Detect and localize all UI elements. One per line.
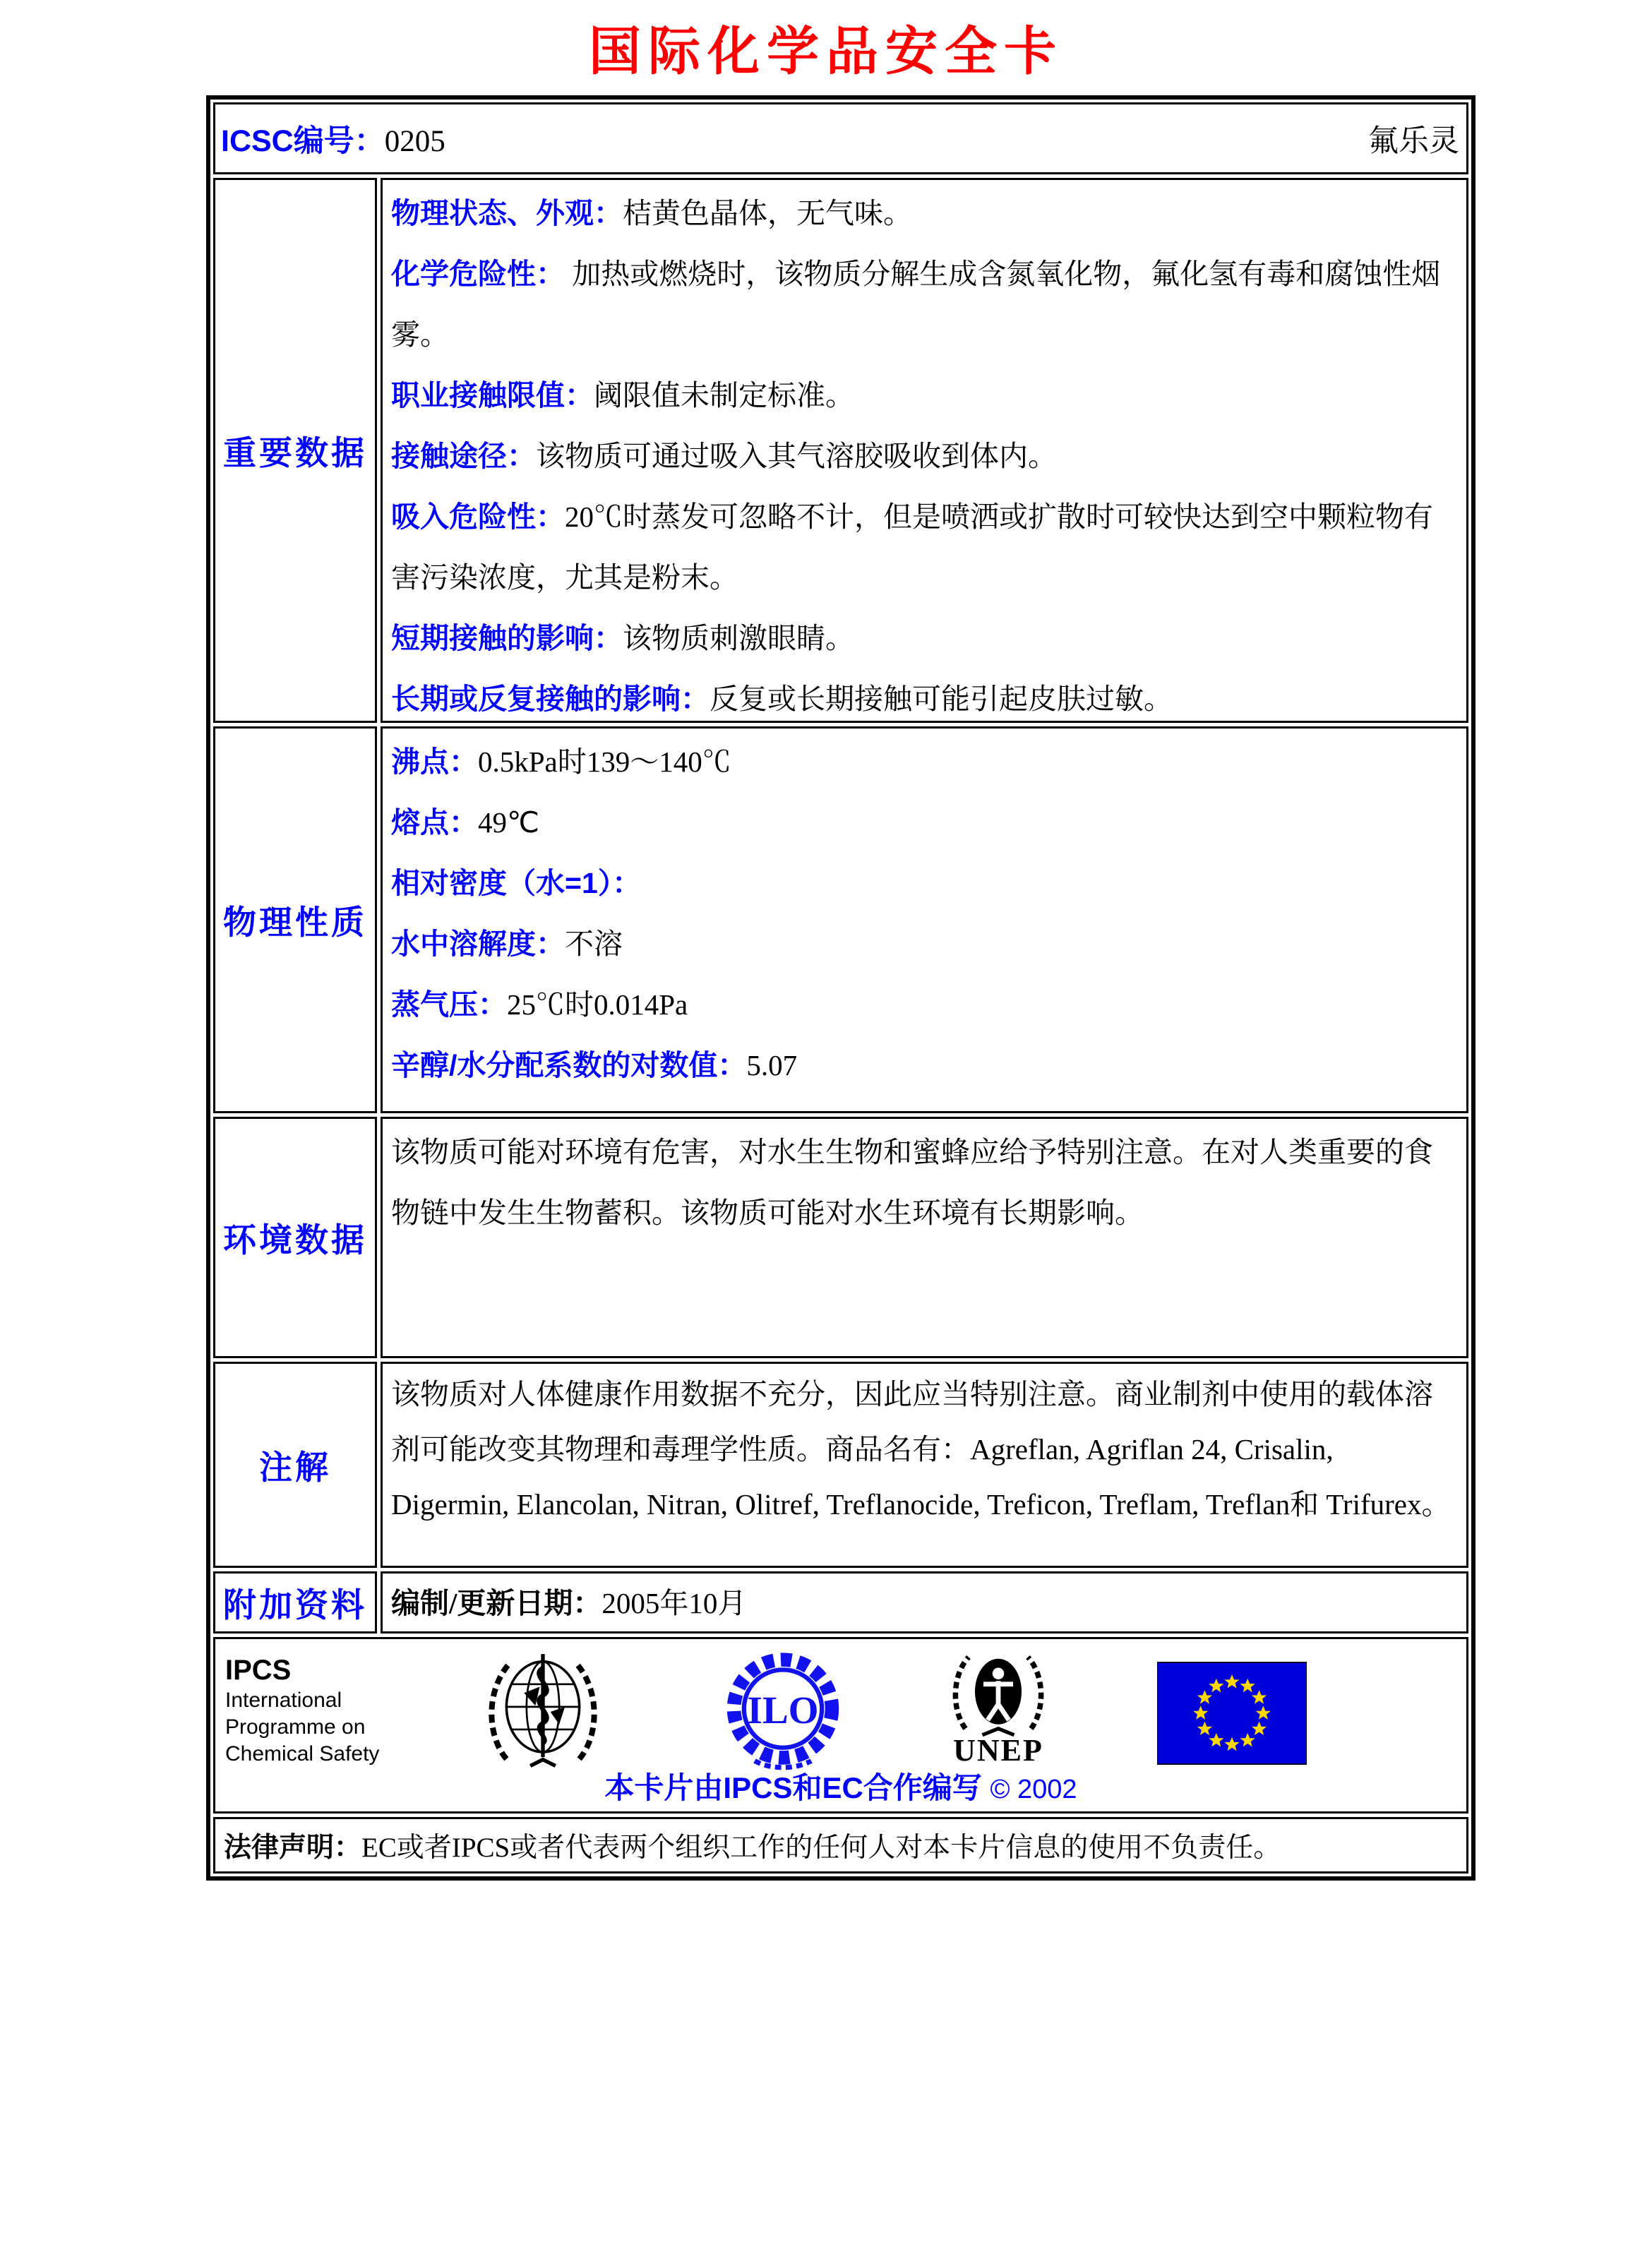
icsc-number-label: ICSC编号： bbox=[221, 124, 385, 158]
who-logo-slot bbox=[479, 1649, 606, 1775]
field-key: 长期或反复接触的影响： bbox=[391, 683, 710, 715]
field-key: 接触途径： bbox=[391, 440, 536, 472]
field-value: 该物质刺激眼睛。 bbox=[623, 622, 854, 654]
eu-flag-icon bbox=[1157, 1662, 1307, 1765]
copyright-text: © 2002 bbox=[990, 1775, 1077, 1804]
important-data-content bbox=[381, 178, 1468, 723]
ipcs-line-1: International bbox=[225, 1689, 342, 1712]
field-key: 辛醇/水分配系数的对数值： bbox=[391, 1049, 747, 1081]
field-relative-density bbox=[391, 853, 1455, 913]
svg-text:ILO: ILO bbox=[747, 1689, 819, 1732]
field-key: 短期接触的影响： bbox=[391, 622, 623, 654]
field-melting-point bbox=[391, 792, 1455, 853]
field-value: 桔黄色晶体，无气味。 bbox=[623, 197, 912, 229]
field-boiling-point bbox=[391, 731, 1455, 792]
physical-properties-content bbox=[381, 726, 1468, 1113]
additional-info-row bbox=[213, 1571, 1468, 1633]
field-value: 反复或长期接触可能引起皮肤过敏。 bbox=[710, 683, 1173, 715]
environmental-data-text: 该物质可能对环境有危害，对水生生物和蜜蜂应给予特别注意。在对人类重要的食物链中发生生物蓄积。该物质可能对水生环境有长期影响。 bbox=[391, 1136, 1433, 1229]
notes-text: 该物质对人体健康作用数据不充分，因此应当特别注意。商业制剂中使用的载体溶剂可能改变其物理和毒理学性质。商品名有：Agreflan, Agriflan 24, Crisalin, Digermin, Elancolan, Nitran, Olitref, Treflanocide, Treficon, Treflam, Treflan和 Trifurex。 bbox=[391, 1378, 1451, 1521]
unep-logo-slot bbox=[945, 1649, 1051, 1766]
field-octanol-water-log bbox=[391, 1035, 1455, 1096]
environmental-data-content bbox=[381, 1117, 1468, 1358]
field-long-term-effects bbox=[391, 669, 1455, 723]
field-exposure-routes bbox=[391, 426, 1455, 486]
field-value: 加热或燃烧时，该物质分解生成含氮氧化物，氟化氢有毒和腐蚀性烟雾。 bbox=[391, 258, 1441, 351]
notes-row bbox=[213, 1362, 1468, 1568]
ipcs-acronym: IPCS bbox=[225, 1655, 292, 1686]
field-key: 编制/更新日期： bbox=[391, 1587, 602, 1619]
section-label-physical-properties: 物理性质 bbox=[213, 726, 377, 1113]
field-short-term-effects bbox=[391, 608, 1455, 669]
legal-label: 法律声明： bbox=[224, 1833, 362, 1863]
ilo-logo-icon bbox=[719, 1649, 846, 1775]
cooperation-caption bbox=[215, 1765, 1466, 1807]
ipcs-text-block bbox=[225, 1649, 402, 1768]
page-title: 国际化学品安全卡 bbox=[589, 21, 1063, 82]
physical-properties-row bbox=[213, 726, 1468, 1113]
field-chemical-danger bbox=[391, 244, 1455, 365]
field-key: 蒸气压： bbox=[391, 988, 507, 1021]
logos-row bbox=[213, 1637, 1468, 1814]
field-value: 25℃时0.014Pa bbox=[507, 988, 688, 1021]
field-key: 沸点： bbox=[391, 745, 478, 778]
field-physical-state bbox=[391, 183, 1455, 244]
icsc-number bbox=[221, 117, 445, 160]
field-update-date bbox=[391, 1576, 1455, 1630]
section-label-environmental-data: 环境数据 bbox=[213, 1117, 377, 1358]
header-row bbox=[213, 102, 1468, 174]
section-label-important-data: 重要数据 bbox=[213, 178, 377, 723]
field-inhalation-risk bbox=[391, 486, 1455, 608]
icsc-number-value: 0205 bbox=[384, 124, 445, 158]
field-value: 阈限值未制定标准。 bbox=[594, 379, 854, 412]
environmental-data-row bbox=[213, 1117, 1468, 1358]
who-logo-icon bbox=[479, 1649, 606, 1775]
field-key: 熔点： bbox=[391, 806, 478, 839]
ipcs-line-3: Chemical Safety bbox=[225, 1742, 380, 1766]
field-occupational-limit bbox=[391, 365, 1455, 426]
legal-cell bbox=[213, 1817, 1468, 1874]
field-water-solubility bbox=[391, 913, 1455, 974]
unep-logo-icon bbox=[945, 1649, 1051, 1739]
field-key: 职业接触限值： bbox=[391, 379, 594, 412]
field-value: 49℃ bbox=[478, 806, 540, 839]
notes-content bbox=[381, 1362, 1468, 1568]
field-value: 0.5kPa时139～140℃ bbox=[478, 745, 731, 778]
field-value: 5.07 bbox=[746, 1049, 798, 1081]
additional-info-content bbox=[381, 1571, 1468, 1633]
caption-text: 本卡片由IPCS和EC合作编写 bbox=[604, 1771, 982, 1804]
field-key: 物理状态、外观： bbox=[391, 197, 623, 229]
legal-row bbox=[213, 1817, 1468, 1874]
field-value: 2005年10月 bbox=[601, 1587, 747, 1619]
chemical-name: 氟乐灵 bbox=[1368, 124, 1459, 158]
field-value: 20℃时蒸发可忽略不计，但是喷洒或扩散时可较快达到空中颗粒物有害污染浓度，尤其是粉末。 bbox=[391, 500, 1433, 594]
field-value: 该物质可通过吸入其气溶胶吸收到体内。 bbox=[536, 440, 1057, 472]
header-cell bbox=[213, 102, 1468, 174]
section-label-notes: 注解 bbox=[213, 1362, 377, 1568]
unep-label: UNEP bbox=[953, 1733, 1043, 1768]
ipcs-line-2: Programme on bbox=[225, 1715, 366, 1739]
field-key: 水中溶解度： bbox=[391, 928, 565, 960]
ilo-logo-slot bbox=[719, 1649, 846, 1775]
section-label-additional-info: 附加资料 bbox=[213, 1571, 377, 1633]
field-vapor-pressure bbox=[391, 974, 1455, 1035]
logos-cell bbox=[213, 1637, 1468, 1814]
field-key: 吸入危险性： bbox=[391, 500, 565, 533]
field-key: 化学危险性： bbox=[391, 258, 565, 290]
legal-text: EC或者IPCS或者代表两个组织工作的任何人对本卡片信息的使用不负责任。 bbox=[361, 1833, 1281, 1863]
logos-strip bbox=[225, 1649, 1459, 1775]
eu-flag-slot bbox=[1157, 1662, 1307, 1765]
field-key: 相对密度（水=1）： bbox=[391, 867, 642, 899]
icsc-table bbox=[206, 95, 1476, 1881]
important-data-row bbox=[213, 178, 1468, 723]
field-value: 不溶 bbox=[565, 928, 623, 960]
